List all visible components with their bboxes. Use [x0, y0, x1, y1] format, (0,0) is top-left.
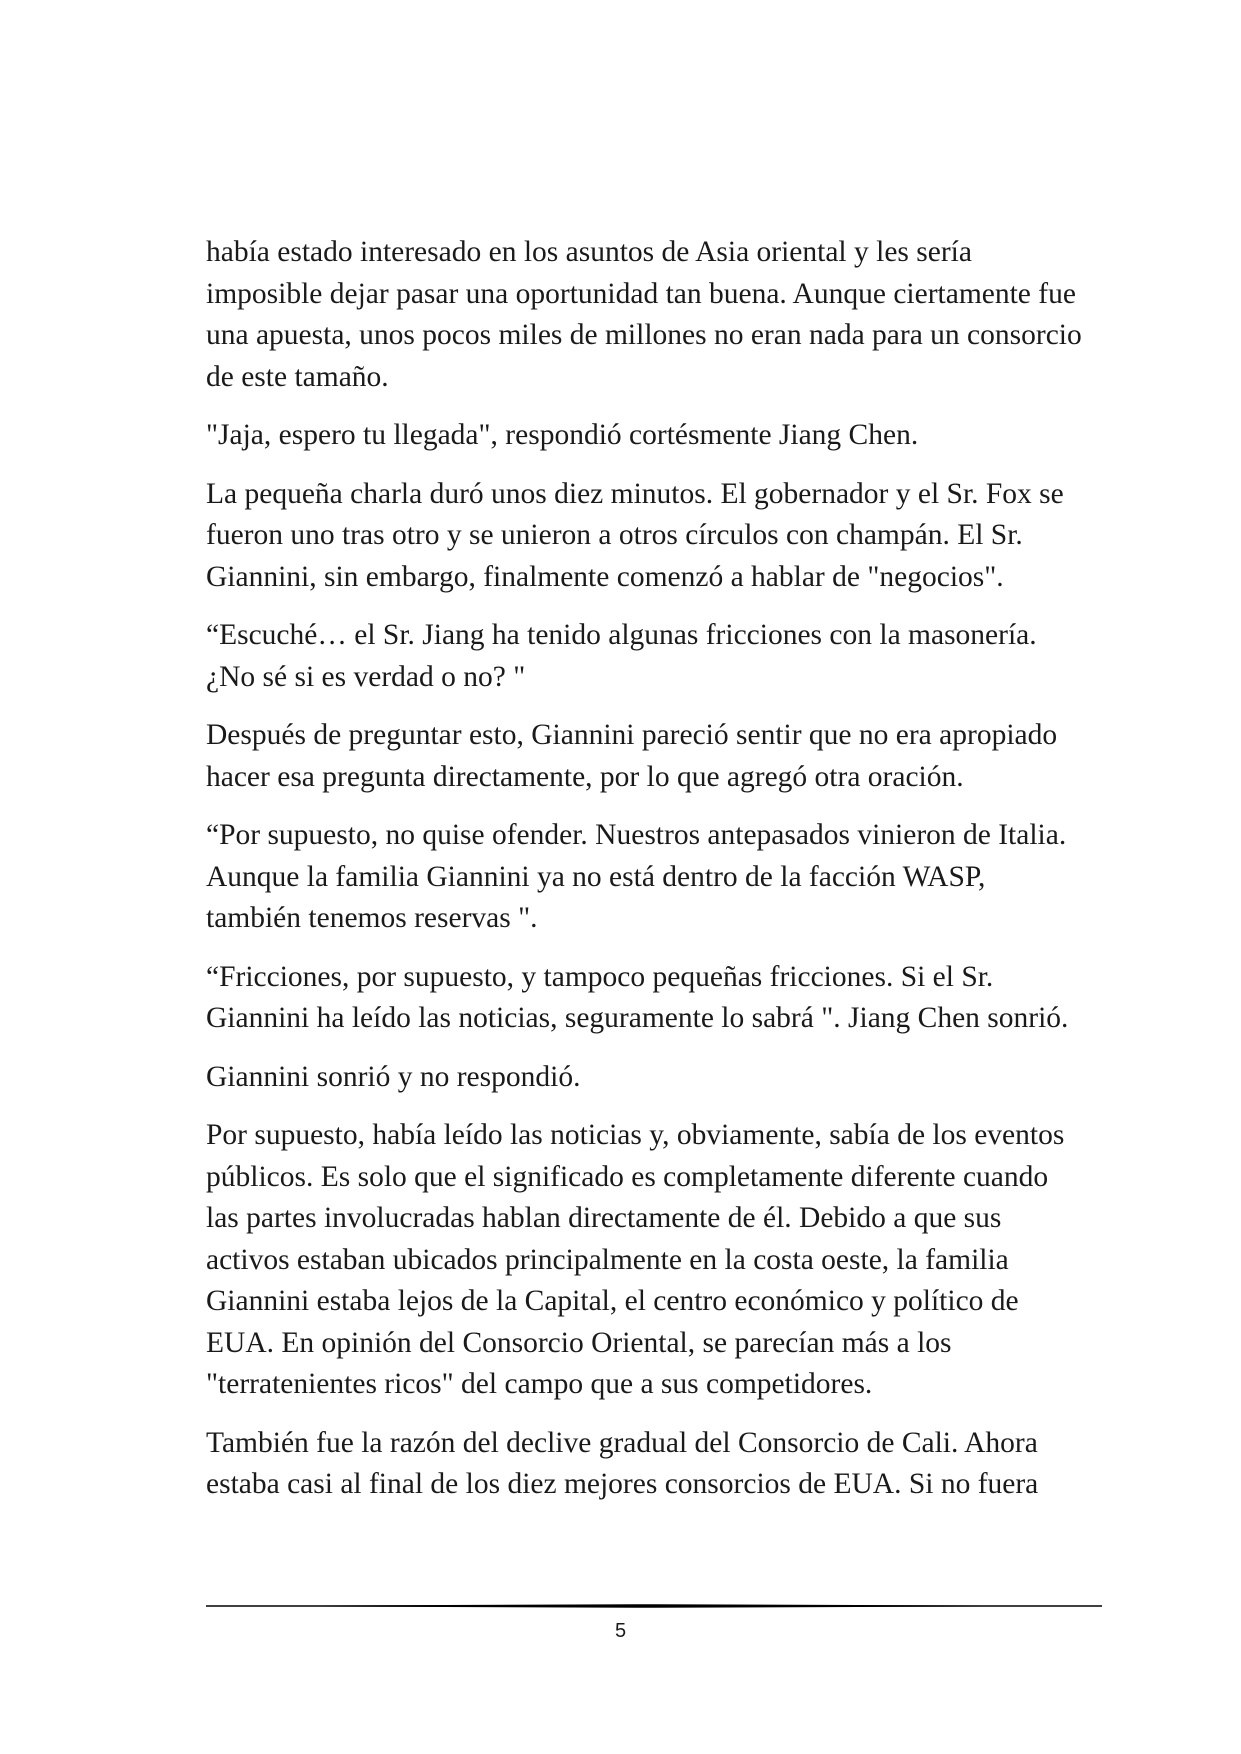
paragraph-9: Por supuesto, había leído las noticias y, obviamente, sabía de los eventos públicos. Es solo que el significado es completamente diferente cuando las partes involucradas hablan directamente de él. Debido a que sus activos estaban ubicados principalmente en la costa oeste, la familia Giannini estaba lejos de la Capital, el centro económico y político de EUA. En opinión del Consorcio Oriental, se parecían más a los "terratenientes ricos" del campo que a sus competidores.: [206, 1119, 1065, 1400]
paragraph-3: La pequeña charla duró unos diez minutos. El gobernador y el Sr. Fox se fueron uno tras otro y se unieron a otros círculos con champán. El Sr. Giannini, sin embargo, finalmente comenzó a hablar de "negocios".: [206, 477, 1064, 593]
paragraph-10: También fue la razón del declive gradual del Consorcio de Cali. Ahora estaba casi al final de los diez mejores consorcios de EUA. Si no fuera: [206, 1426, 1039, 1500]
paragraph-8: Giannini sonrió y no respondió.: [206, 1060, 581, 1093]
paragraph-7: “Fricciones, por supuesto, y tampoco pequeñas fricciones. Si el Sr. Giannini ha leído las noticias, seguramente lo sabrá ". Jiang Chen sonrió.: [206, 960, 1069, 1034]
paragraph-4: “Escuché… el Sr. Jiang ha tenido algunas fricciones con la masonería. ¿No sé si es verdad o no? ": [206, 619, 1037, 693]
paragraph-2: "Jaja, espero tu llegada", respondió cortésmente Jiang Chen.: [206, 419, 919, 451]
page-number: 5: [614, 1620, 627, 1642]
paragraph-5: Después de preguntar esto, Giannini pareció sentir que no era apropiado hacer esa pregunta directamente, por lo que agregó otra oración.: [206, 719, 1058, 793]
paragraph-6: “Por supuesto, no quise ofender. Nuestros antepasados vinieron de Italia. Aunque la familia Giannini ya no está dentro de la facción WASP, también tenemos reservas ".: [206, 819, 1067, 934]
body-text: [206, 232, 1086, 1523]
paragraph-1: había estado interesado en los asuntos de Asia oriental y les sería imposible dejar pasar una oportunidad tan buena. Aunque ciertamente fue una apuesta, unos pocos miles de millones no eran nada para un consorcio de este tamaño.: [206, 236, 1082, 393]
footer-divider: [206, 1598, 1102, 1614]
